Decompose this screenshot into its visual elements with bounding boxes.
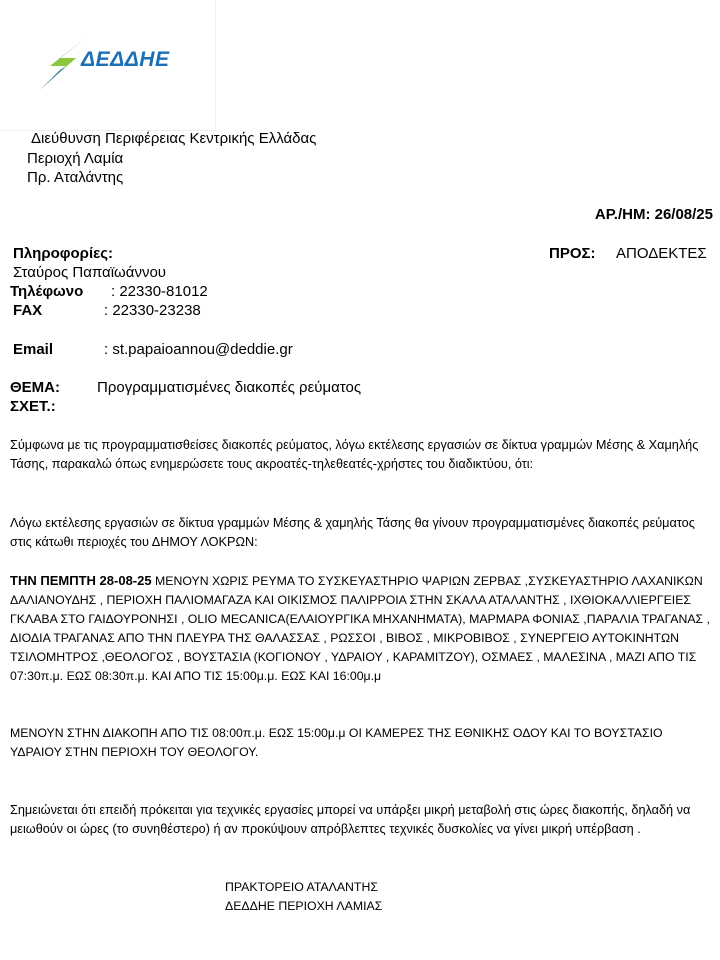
fax-label: FAX [13, 302, 43, 319]
email-label: Email [13, 341, 54, 358]
fax-value: : 22330-23238 [104, 302, 201, 319]
signature-office: ΠΡΑΚΤΟΡΕΙΟ ΑΤΑΛΑΝΤΗΣ [225, 880, 378, 894]
logo-area [0, 0, 216, 131]
header-region: Περιοχή Λαμία [27, 150, 124, 167]
header-directorate: Διεύθυνση Περιφέρειας Κεντρικής Ελλάδας [31, 130, 317, 147]
reference-date: ΑΡ./ΗΜ: 26/08/25 [594, 206, 713, 223]
to-label: ΠΡΟΣ: [549, 245, 596, 262]
schedule-areas: ΜΕΝΟΥΝ ΧΩΡΙΣ ΡΕΥΜΑ ΤΟ ΣΥΣΚΕΥΑΣΤΗΡΙΟ ΨΑΡΙΩΝ ΖΕΡΒΑΣ ,ΣΥΣΚΕΥΑΣΤΗΡΙΟ ΛΑΧΑΝΙΚΩΝ ΔΑΛΙΑΝΟΥΔΗΣ , ΠΕΡΙΟΧΗ ΠΑΛΙΟΜΑΓΑΖΑ ΚΑΙ ΟΙΚΙΣΜΟΣ ΠΑΛΙΡΡΟΙΑ ΣΤΗΝ ΣΚΑΛΑ ΑΤΑΛΑΝΤΗΣ , ΙΧΘΙΟΚΑΛΛΙΕΡΓΕΙΕΣ ΓΚΛΑΒΑ ΣΤΟ ΓΑΙΔΟΥΡΟΝΗΣΙ , OLIO MECANICA(ΕΛΑΙΟΥΡΓΙΚΑ ΜΗΧΑΝΗΜΑΤΑ), ΜΑΡΜΑΡΑ ΦΟΝΙΑΣ ,ΠΑΡΑΛΙΑ ΤΡΑΓΑΝΑΣ , ΔΙΟΔΙΑ ΤΡΑΓΑΝΑΣ ΑΠΟ ΤΗΝ ΠΛΕΥΡΑ ΤΗΣ ΘΑΛΑΣΣΑΣ , ΡΩΣΣΟΙ , ΒΙΒΟΣ , ΜΙΚΡΟΒΙΒΟΣ , ΣΥΝΕΡΓΕΙΟ ΑΥΤΟΚΙΝΗΤΩΝ ΤΣΙΛΟΜΗΤΡΟΣ ,ΘΕΟΛΟΓΟΣ , ΒΟΥΣΤΑΣΙΑ (ΚΟΓΙΟΝΟΥ , ΥΔΡΑΙΟΥ , ΚΑΡΑΜΙΤΖΟΥ), ΟΣΜΑΕΣ , ΜΑΛΕΣΙΝΑ , ΜΑΖΙ ΑΠΟ ΤΙΣ 07:30π.μ. ΕΩΣ 08:30π.μ. ΚΑΙ ΑΠΟ ΤΙΣ 15:00μ.μ. ΕΩΣ ΚΑΙ 16:00μ.μ [10, 574, 710, 683]
info-label: Πληροφορίες: [13, 245, 114, 262]
body-paragraph-intro: Σύμφωνα με τις προγραμματισθείσες διακοπές ρεύματος, λόγω εκτέλεσης εργασιών σε δίκτυα γραμμών Μέσης & Χαμηλής Τάσης, παρακαλώ όπως ενημερώσετε τους ακροατές-τηλεθεατές-χρήστες του διαδικτύου, ότι: [10, 438, 699, 471]
info-name: Σταύρος Παπαϊωάννου [13, 264, 166, 281]
schedule-date: ΤΗΝ ΠΕΜΠΤΗ 28-08-25 [10, 573, 152, 588]
related-label: ΣΧΕΤ.: [10, 398, 56, 415]
body-paragraph-works: Λόγω εκτέλεσης εργασιών σε δίκτυα γραμμών Μέσης & χαμηλής Τάσης θα γίνουν προγραμματισμένες διακοπές ρεύματος στις κάτωθι περιοχές του ΔΗΜΟΥ ΛΟΚΡΩΝ: [10, 516, 695, 549]
logo-wordmark: ΔΕΔΔΗΕ [81, 48, 170, 71]
subject-label: ΘΕΜΑ: [10, 379, 60, 396]
signature-region: ΔΕΔΔΗΕ ΠΕΡΙΟΧΗ ΛΑΜΙΑΣ [225, 899, 383, 913]
body-paragraph-cameras: ΜΕΝΟΥΝ ΣΤΗΝ ΔΙΑΚΟΠΗ ΑΠΟ ΤΙΣ 08:00π.μ. ΕΩΣ 15:00μ.μ ΟΙ ΚΑΜΕΡΕΣ ΤΗΣ ΕΘΝΙΚΗΣ ΟΔΟΥ ΚΑΙ ΤΟ ΒΟΥΣΤΑΣΙΟ ΥΔΡΑΙΟΥ ΣΤΗΝ ΠΕΡΙΟΧΗ ΤΟΥ ΘΕΟΛΟΓΟΥ. [10, 726, 663, 759]
body-paragraph-schedule [10, 571, 715, 686]
to-value: ΑΠΟΔΕΚΤΕΣ [616, 245, 707, 262]
header-office: Πρ. Αταλάντης [27, 169, 124, 186]
subject-value: Προγραμματισμένες διακοπές ρεύματος [97, 379, 362, 396]
phone-value: : 22330-81012 [111, 283, 208, 300]
phone-label: Τηλέφωνο [10, 283, 84, 300]
body-paragraph-note: Σημειώνεται ότι επειδή πρόκειται για τεχνικές εργασίες μπορεί να υπάρξει μικρή μεταβολή στις ώρες διακοπής, δηλαδή να μειωθούν οι ώρες (το συνηθέστερο) ή αν προκύψουν απρόβλεπτες τεχνικές δυσκολίες να γίνει μικρή υπέρβαση . [10, 803, 691, 836]
email-value: : st.papaioannou@deddie.gr [104, 341, 293, 358]
